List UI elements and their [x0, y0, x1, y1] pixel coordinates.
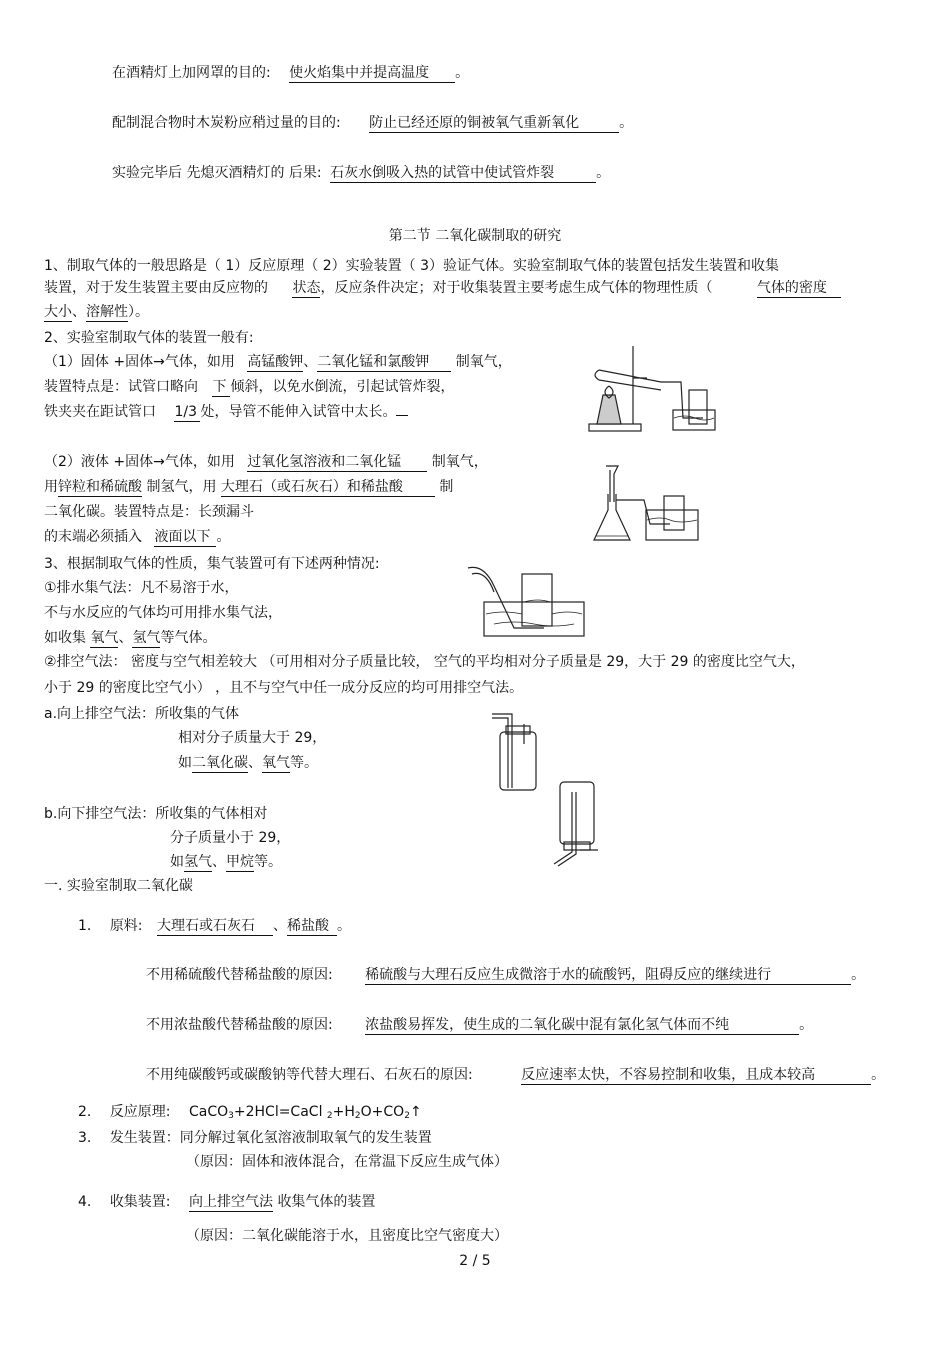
- item1: 1. 原料: 大理石或石灰石 、稀盐酸 。: [78, 918, 351, 934]
- p3-air1: ②排空气法： 密度与空气相差较大 （可用相对分子质量比较， 空气的平均相对分子质量是 29，大于 29 的密度比空气大，: [44, 654, 805, 670]
- net-answer: 使火焰集中并提高温度: [289, 64, 455, 83]
- p2-liquid-line1: （2）液体 +固体→气体，如用 过氧化氢溶液和二氧化锰 制氧气，: [44, 454, 488, 470]
- p2-solid-line1: （1）固体 +固体→气体，如用 高锰酸钾、二氧化锰和氯酸钾 制氧气，: [44, 354, 512, 370]
- p3-down2: 分子质量小于 29，: [170, 830, 291, 846]
- water-collection-figure: [464, 562, 588, 642]
- p3-up1: a.向上排空气法：所收集的气体: [44, 706, 240, 722]
- finish-answer: 石灰水倒吸入热的试管中使试管炸裂: [330, 164, 596, 183]
- item2: 2. 反应原理: CaCO$_3$+2HCl=CaCl $_2+H_2O+CO_2↑$: [78, 1104, 422, 1121]
- p1-line2: 装置，对于发生装置主要由反应物的 状态，反应条件决定；对于收集装置主要考虑生成气体的物理性质（ 气体的密度: [44, 278, 841, 298]
- p2-liquid-line2: 用锌粒和稀硫酸 制氢气，用 大理石（或石灰石）和稀盐酸 制: [44, 479, 454, 495]
- item4: 4. 收集装置: 向上排空气法 收集气体的装置: [78, 1194, 376, 1210]
- item3-reason: （原因：固体和液体混合，在常温下反应生成气体）: [186, 1154, 508, 1170]
- item3: 3. 发生装置：同分解过氧化氢溶液制取氧气的发生装置: [78, 1130, 432, 1146]
- reason3: 不用纯碳酸钙或碳酸钠等代替大理石、石灰石的原因: 反应速率太快，不容易控制和收集，且成本较高 。: [146, 1067, 886, 1083]
- downward-air-displacement-figure: [550, 780, 602, 868]
- p3-title: 3、根据制取气体的性质，集气装置可有下述两种情况:: [44, 556, 380, 572]
- part1-heading: 一. 实验室制取二氧化碳: [44, 878, 193, 894]
- p2-solid-line2: 装置特点是：试管口略向 下 倾斜，以免水倒流，引起试管炸裂，: [44, 379, 455, 395]
- p3-up3: 如二氧化碳、氧气等。: [178, 755, 318, 771]
- item4-reason: （原因：二氧化碳能溶于水，且密度比空气密度大）: [186, 1228, 508, 1244]
- p3-water3: 如收集 氧气、氢气等气体。: [44, 630, 217, 646]
- flask-funnel-apparatus-figure: [590, 462, 705, 547]
- carbon-answer: 防止已经还原的铜被氧气重新氧化: [369, 114, 619, 133]
- p3-down3: 如氢气、甲烷等。: [170, 854, 282, 870]
- p3-water1: ①排水集气法：凡不易溶于水，: [44, 580, 239, 596]
- p1-line3: 大小、溶解性）。: [44, 304, 149, 320]
- page-number: 2 / 5: [459, 1253, 491, 1269]
- p1-line1: 1、制取气体的一般思路是（ 1）反应原理（ 2）实验装置（ 3）验证气体。实验室制取气体的装置包括发生装置和收集: [44, 258, 779, 274]
- p2-title: 2、实验室制取气体的装置一般有:: [44, 330, 254, 346]
- finish-line: 实验完毕后 先熄灭酒精灯的 后果: 石灰水倒吸入热的试管中使试管炸裂 。: [112, 165, 611, 181]
- p3-water2: 不与水反应的气体均可用排水集气法，: [44, 605, 282, 621]
- p2-liquid-line4: 的末端必须插入 液面以下 。: [44, 529, 231, 545]
- upward-air-displacement-figure: [488, 710, 540, 794]
- solid-heating-apparatus-figure: [585, 340, 720, 435]
- p3-down1: b.向下排空气法：所收集的气体相对: [44, 806, 268, 822]
- net-line: 在酒精灯上加网罩的目的: 使火焰集中并提高温度 。: [112, 65, 470, 81]
- p2-solid-line3: 铁夹夹在距试管口 1/3 处，导管不能伸入试管中太长。: [44, 402, 408, 422]
- reason1: 不用稀硫酸代替稀盐酸的原因: 稀硫酸与大理石反应生成微溶于水的硫酸钙，阻碍反应的继续进行 。: [146, 967, 866, 983]
- carbon-line: 配制混合物时木炭粉应稍过量的目的: 防止已经还原的铜被氧气重新氧化 。: [112, 115, 634, 131]
- reason2: 不用浓盐酸代替稀盐酸的原因: 浓盐酸易挥发，使生成的二氧化碳中混有氯化氢气体而不纯 。: [146, 1017, 814, 1033]
- section-title: 第二节 二氧化碳制取的研究: [388, 228, 562, 244]
- reaction-equation: CaCO$_3$+2HCl=CaCl $_2+H_2O+CO_2↑$: [188, 1104, 422, 1121]
- p2-liquid-line3: 二氧化碳。装置特点是：长颈漏斗: [44, 504, 254, 520]
- p3-up2: 相对分子质量大于 29，: [178, 730, 327, 746]
- p3-air2: 小于 29 的密度比空气小） ，且不与空气中任一成分反应的均可用排空气法。: [44, 680, 524, 696]
